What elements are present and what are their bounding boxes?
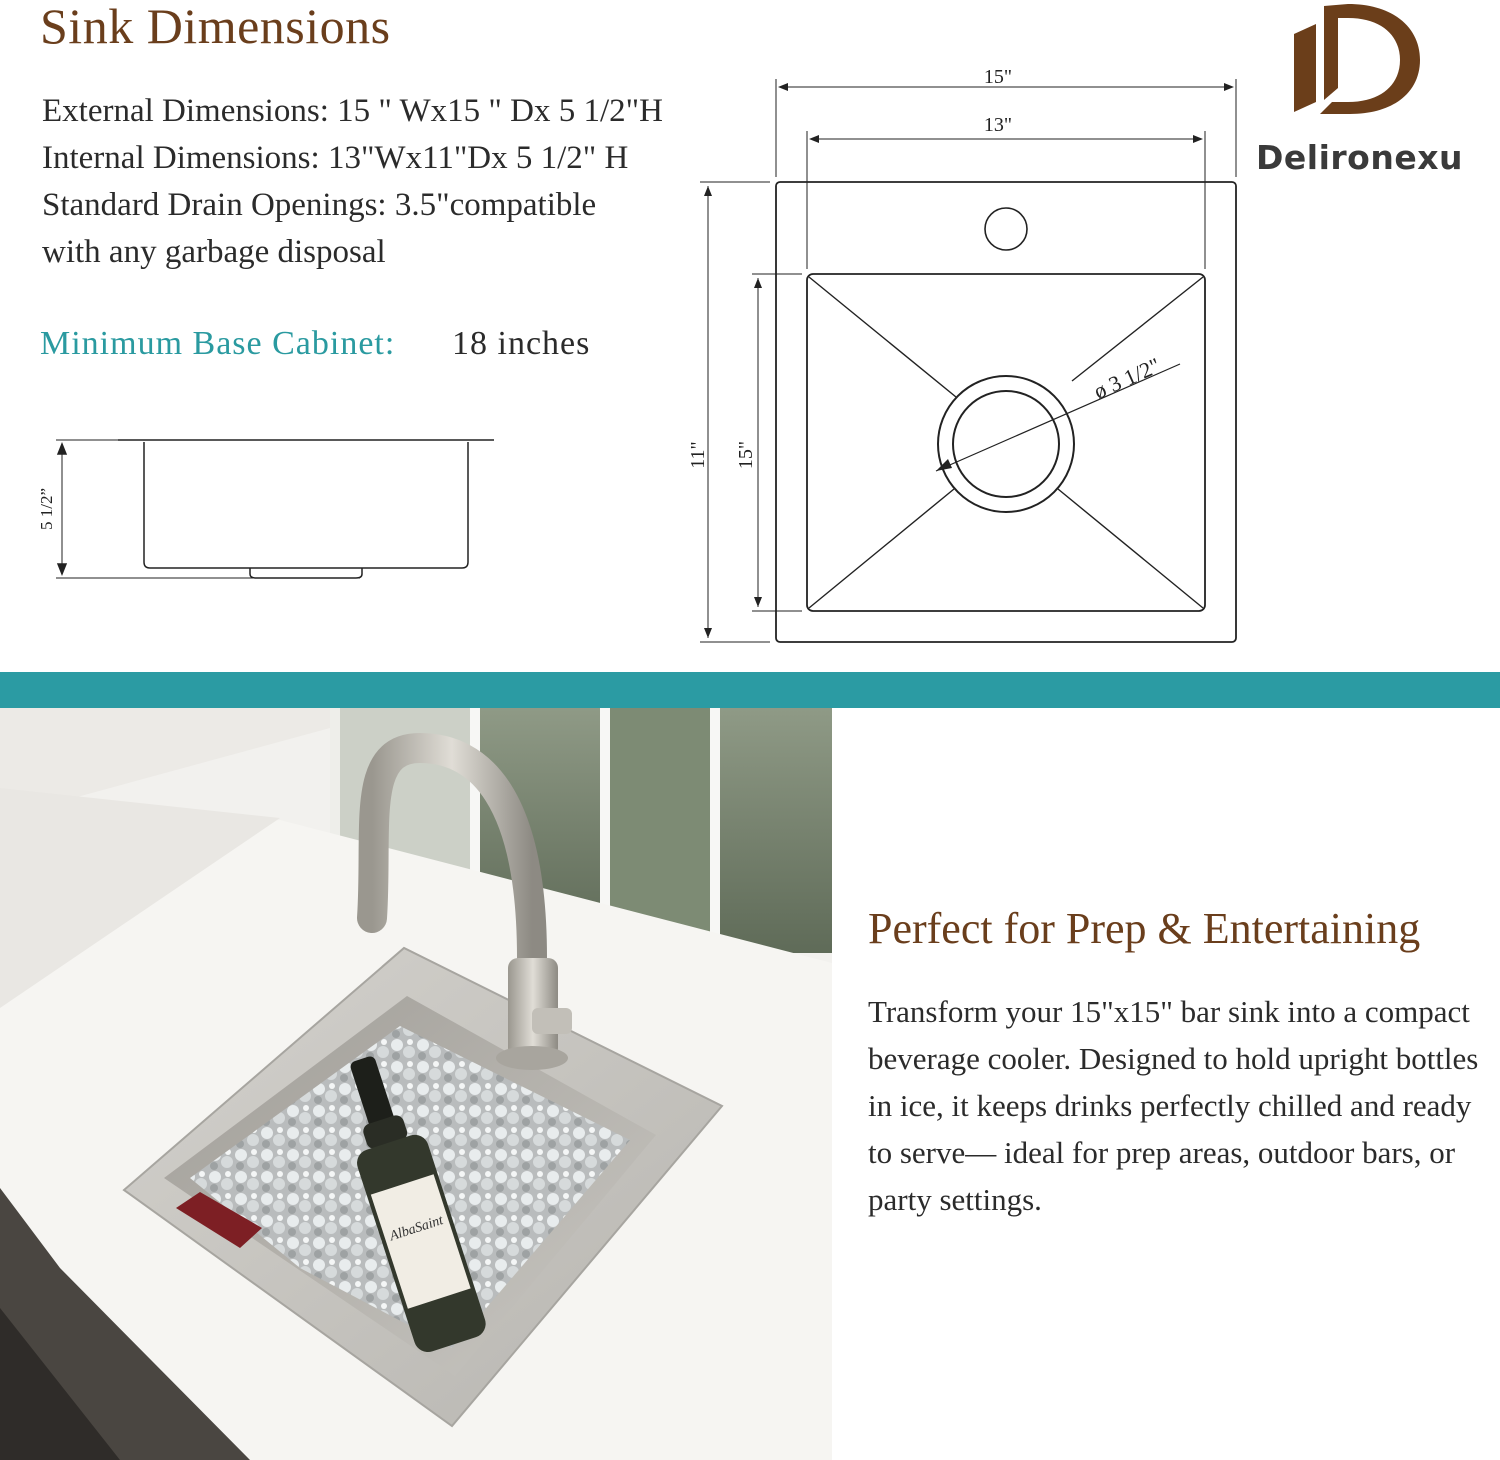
page-title: Sink Dimensions	[40, 0, 391, 54]
feature-title: Perfect for Prep & Entertaining	[868, 904, 1421, 953]
side-height-label: 5 1/2”	[37, 487, 56, 531]
garbage-disposal-text: with any garbage disposal	[42, 234, 386, 270]
bottle-label-text: AlbaSaint	[387, 1213, 446, 1245]
external-dimensions-text: External Dimensions: 15 " Wx15 " Dx 5 1/2"H	[42, 93, 663, 129]
section-divider	[0, 672, 1500, 708]
inner-width-label: 13"	[983, 114, 1013, 136]
drain-openings-text: Standard Drain Openings: 3.5"compatible	[42, 187, 597, 223]
outer-depth-label: 11"	[687, 441, 709, 469]
brand-name: Delironexu	[1256, 138, 1463, 177]
brand-logo	[1290, 0, 1422, 118]
min-cabinet-value: 18 inches	[452, 325, 591, 362]
internal-dimensions-text: Internal Dimensions: 13"Wx11"Dx 5 1/2" H	[42, 140, 629, 176]
feature-description: Transform your 15"x15" bar sink into a compact beverage cooler. Designed to hold upright bottles in ice, it keeps drinks perfectly chilled and ready to serve— ideal for prep areas, outdoor bars, or party settings.	[868, 994, 1479, 1217]
inner-depth-label: 15"	[735, 440, 757, 470]
drain-diameter-label: ø 3 1/2"	[1089, 352, 1165, 404]
product-photo	[0, 708, 832, 1460]
side-profile-drawing	[30, 430, 510, 590]
min-cabinet-label: Minimum Base Cabinet:	[40, 325, 396, 362]
outer-width-label: 15"	[983, 66, 1013, 88]
top-view-drawing	[660, 55, 1260, 660]
